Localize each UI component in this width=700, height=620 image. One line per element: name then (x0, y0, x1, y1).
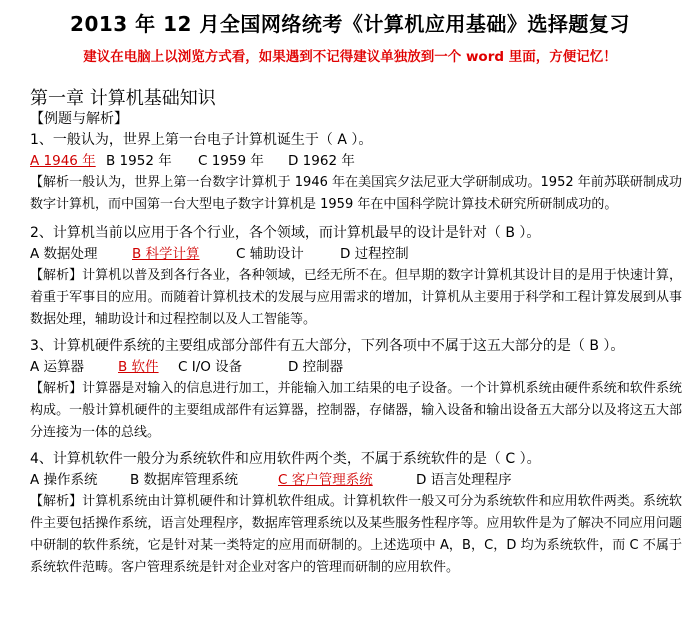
question-block-3 (30, 336, 682, 444)
question-text: 4、计算机软件一般分为系统软件和应用软件两个类，不属于系统软件的是（ C ）。 (30, 451, 541, 467)
question-block-4 (30, 449, 682, 579)
option-d: D 控制器 (288, 359, 344, 375)
option-a: A 1946 年 (30, 153, 96, 169)
question-text: 2、计算机当前以应用于各个行业，各个领域，而计算机最早的设计是针对（ B ）。 (30, 225, 541, 241)
question-text: 3、计算机硬件系统的主要组成部分部件有五大部分，下列各项中不属于这五大部分的是（ B ）。 (30, 338, 625, 354)
question-list (30, 109, 682, 579)
option-a: A 数据处理 (30, 246, 98, 262)
option-a: A 操作系统 (30, 472, 98, 488)
study-notice: 建议在电脑上以浏览方式看，如果遇到不记得建议单独放到一个 word 里面，方便记忆！ (83, 49, 617, 65)
answer-options (30, 470, 682, 491)
answer-options (30, 357, 682, 378)
explanation-text: 【解析】计算机以普及到各行各业，各种领域，已经无所不在。但早期的数字计算机其设计目的是用于快速计算，着重于军事目的应用。而随着计算机技术的发展与应用需求的增加，计算机从主要用于科学和工程计算发展到从事数据处理，辅助设计和过程控制以及人工智能等。 (30, 268, 682, 327)
option-c: C I/O 设备 (178, 359, 243, 375)
option-d: D 1962 年 (288, 153, 355, 169)
question-text: 1、一般认为，世界上第一台电子计算机诞生于（ A ）。 (30, 132, 373, 148)
explanation-text: 【解析】计算器是对输入的信息进行加工，并能输入加工结果的电子设备。一个计算机系统由硬件系统和软件系统构成。一般计算机硬件的主要组成部件有运算器，控制器，存储器，输入设备和输出设备五大部分以及将这五大部分连接为一体的总线。 (30, 381, 682, 440)
option-d: D 语言处理程序 (416, 472, 512, 488)
answer-options (30, 244, 682, 265)
option-c: C 1959 年 (198, 153, 264, 169)
chapter-heading: 第一章 计算机基础知识 (30, 88, 216, 109)
explanation-text: 【解析】计算机系统由计算机硬件和计算机软件组成。计算机软件一般又可分为系统软件和应用软件两类。系统软件主要包括操作系统，语言处理程序，数据库管理系统以及某些服务性程序等。应用软件是为了解决不同应用问题中研制的软件系统，它是针对某一类特定的应用而研制的。上述选项中 A，B，C，D 均为系统软件，而 C 不属于系统软件范畴。客户管理系统是针对企业对客户的管理而研制的应用软件。 (30, 494, 682, 575)
option-c: C 辅助设计 (236, 246, 304, 262)
question-block-1 (30, 130, 682, 216)
page-title: 2013 年 12 月全国网络统考《计算机应用基础》选择题复习 (70, 12, 630, 36)
option-d: D 过程控制 (340, 246, 409, 262)
option-b: B 软件 (118, 359, 159, 375)
question-block-2 (30, 223, 682, 331)
option-c: C 客户管理系统 (278, 472, 373, 488)
option-a: A 运算器 (30, 359, 85, 375)
option-b: B 1952 年 (106, 153, 172, 169)
option-b: B 数据库管理系统 (130, 472, 239, 488)
option-b: B 科学计算 (132, 246, 200, 262)
answer-options (30, 151, 682, 172)
explanation-text: 【解析一般认为，世界上第一台数字计算机于 1946 年在美国宾夕法尼亚大学研制成功。1952 年前苏联研制成功数字计算机，而中国第一台大型电子数字计算机是 1959 年在中国科学院计算技术研究所研制成功的。 (30, 175, 682, 212)
section-label: 【例题与解析】 (30, 111, 128, 127)
